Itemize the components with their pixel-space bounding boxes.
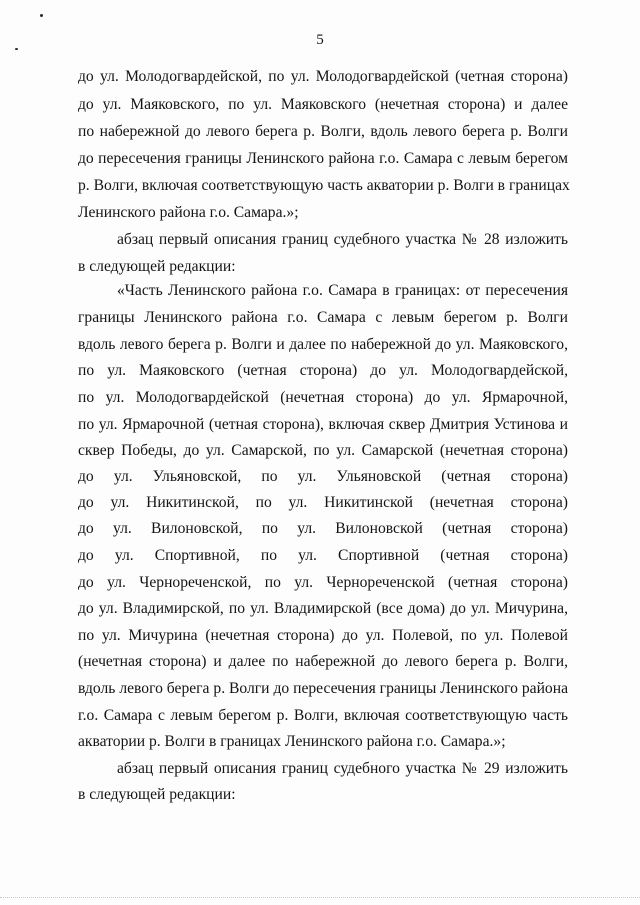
text-line: до ул. Чернореченской, по ул. Чернореченской (четная сторона) xyxy=(78,574,568,591)
text-line: Ленинского района г.о. Самара.»; xyxy=(78,204,299,221)
text-line: по набережной до левого берега р. Волги, вдоль левого берега р. Волги xyxy=(78,123,568,140)
text-line: по ул. Ярмарочной (четная сторона), включая сквер Дмитрия Устинова и xyxy=(78,416,568,433)
text-line: абзац первый описания границ судебного участка № 28 изложить xyxy=(117,231,568,248)
text-line: в следующей редакции: xyxy=(78,258,236,275)
text-line: по ул. Маяковского (четная сторона) до ул. Молодогвардейской, xyxy=(78,362,568,379)
text-line: до ул. Вилоновской, по ул. Вилоновской (четная сторона) xyxy=(78,520,568,537)
page-bottom-edge xyxy=(0,897,640,898)
text-line: до ул. Никитинской, по ул. Никитинской (нечетная сторона) xyxy=(78,494,568,511)
page-number: 5 xyxy=(316,32,324,48)
text-line: до ул. Спортивной, по ул. Спортивной (четная сторона) xyxy=(78,547,568,564)
text-line: в следующей редакции: xyxy=(78,786,236,803)
text-line: границы Ленинского района г.о. Самара с левым берегом р. Волги xyxy=(78,309,568,326)
text-line: г.о. Самара с левым берегом р. Волги, включая соответствующую часть xyxy=(78,707,568,724)
text-line: до ул. Ульяновской, по ул. Ульяновской (четная сторона) xyxy=(78,468,568,485)
text-line: по ул. Мичурина (нечетная сторона) до ул. Полевой, по ул. Полевой xyxy=(78,627,568,644)
text-line: р. Волги, включая соответствующую часть акватории р. Волги в границах xyxy=(78,177,570,194)
text-line: до пересечения границы Ленинского района г.о. Самара с левым берегом xyxy=(78,150,568,167)
text-line: сквер Победы, до ул. Самарской, по ул. Самарской (нечетная сторона) xyxy=(78,442,568,459)
text-line: (нечетная сторона) и далее по набережной до левого берега р. Волги, xyxy=(78,653,568,670)
text-line: по ул. Молодогвардейской (нечетная сторона) до ул. Ярмарочной, xyxy=(78,389,568,406)
text-line: вдоль левого берега р. Волги и далее по набережной до ул. Маяковского, xyxy=(78,336,568,353)
text-line: вдоль левого берега р. Волги до пересечения границы Ленинского района xyxy=(78,680,568,697)
text-line: до ул. Молодогвардейской, по ул. Молодогвардейской (четная сторона) xyxy=(78,68,568,85)
text-line: до ул. Владимирской, по ул. Владимирской (все дома) до ул. Мичурина, xyxy=(78,600,568,617)
text-line: до ул. Маяковского, по ул. Маяковского (нечетная сторона) и далее xyxy=(78,96,568,113)
text-line: абзац первый описания границ судебного участка № 29 изложить xyxy=(117,760,568,777)
text-line: акватории р. Волги в границах Ленинского района г.о. Самара.»; xyxy=(78,733,506,750)
scan-speck xyxy=(40,14,43,17)
text-line: «Часть Ленинского района г.о. Самара в границах: от пересечения xyxy=(117,282,568,299)
